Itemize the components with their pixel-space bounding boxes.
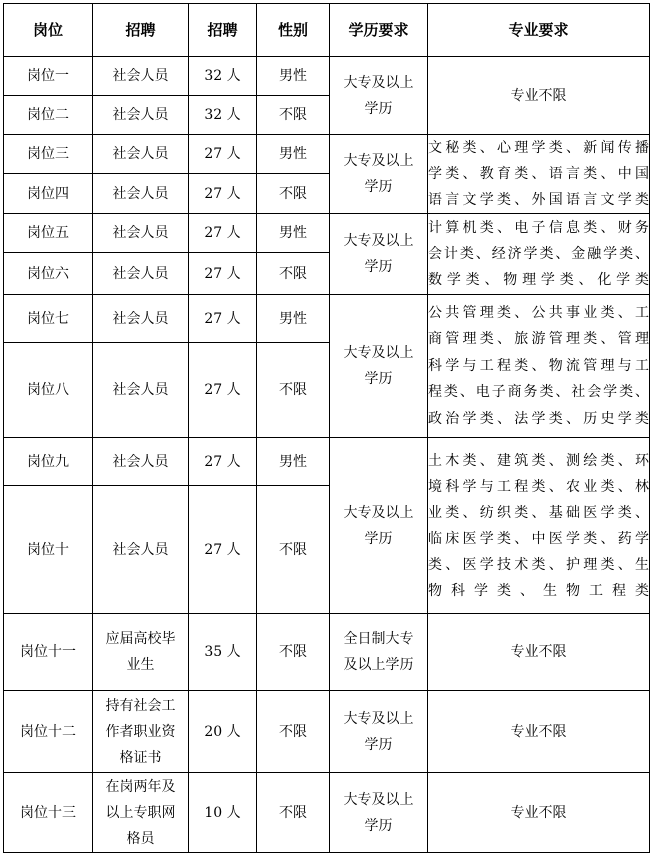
text-line: 临床医学类、中医学类、药学	[428, 530, 649, 547]
text-line: 专业不限	[510, 644, 567, 660]
recruit-type-cell: 社会人员	[93, 486, 189, 614]
text-line: 大专及以上	[343, 74, 414, 91]
table-row	[4, 438, 650, 486]
text-line: 类、医学技术类、护理类、生	[428, 556, 649, 573]
text-line: 学历	[364, 371, 393, 387]
text-line: 大专及以上	[343, 345, 414, 361]
table-row	[4, 691, 650, 773]
major-cell	[428, 438, 650, 614]
count-cell: 10 人	[189, 773, 257, 853]
position-cell: 岗位十一	[4, 614, 93, 691]
count-cell: 27 人	[189, 135, 257, 174]
education-cell	[330, 295, 428, 438]
position-cell: 岗位十二	[4, 691, 93, 773]
position-cell: 岗位九	[4, 438, 93, 486]
text-line: 及以上学历	[343, 657, 414, 673]
gender-cell: 不限	[257, 691, 330, 773]
text-line: 在岗两年及	[105, 778, 176, 795]
education-cell	[330, 773, 428, 853]
count-cell: 27 人	[189, 343, 257, 438]
major-cell	[428, 691, 650, 773]
text-line: 学历	[364, 259, 393, 275]
recruitment-table	[3, 3, 650, 853]
recruit-type-cell: 社会人员	[93, 295, 189, 343]
recruit-type-cell: 社会人员	[93, 343, 189, 438]
count-cell: 32 人	[189, 96, 257, 135]
gender-cell: 男性	[257, 438, 330, 486]
text-line: 学历	[364, 100, 393, 117]
education-cell	[330, 214, 428, 295]
major-cell	[428, 773, 650, 853]
text-line: 专业不限	[510, 723, 567, 740]
text-line: 应届高校毕	[105, 631, 176, 647]
gender-cell: 不限	[257, 96, 330, 135]
education-cell	[330, 691, 428, 773]
major-cell	[428, 214, 650, 295]
text-line: 大专及以上	[343, 153, 414, 169]
position-cell: 岗位八	[4, 343, 93, 438]
recruit-type-cell: 社会人员	[93, 96, 189, 135]
text-line: 学历	[364, 179, 393, 195]
text-line: 科学与工程类、物流管理与工	[428, 357, 649, 374]
recruit-type-cell	[93, 691, 189, 773]
text-line: 公共管理类、公共事业类、工	[428, 304, 649, 321]
text-line: 作者职业资	[105, 723, 176, 740]
header-recruit-type: 招聘	[93, 4, 189, 57]
table-body	[4, 57, 650, 853]
recruit-type-cell: 社会人员	[93, 135, 189, 174]
major-cell	[428, 295, 650, 438]
text-line: 大专及以上	[343, 710, 414, 727]
gender-cell: 男性	[257, 57, 330, 96]
text-line: 业类、纺织类、基础医学类、	[428, 504, 649, 521]
text-line: 大专及以上	[343, 791, 414, 808]
recruit-type-cell: 社会人员	[93, 174, 189, 214]
count-cell: 20 人	[189, 691, 257, 773]
text-line: 学历	[364, 736, 393, 753]
position-cell: 岗位一	[4, 57, 93, 96]
table-row	[4, 135, 650, 174]
text-line: 政治学类、法学类、历史学类	[428, 410, 649, 427]
table-row	[4, 214, 650, 253]
count-cell: 35 人	[189, 614, 257, 691]
text-line: 专业不限	[510, 804, 567, 821]
table-row	[4, 614, 650, 691]
text-line: 计算机类、电子信息类、财务	[428, 220, 649, 236]
text-line: 格证书	[119, 749, 162, 766]
header-major: 专业要求	[428, 4, 650, 57]
position-cell: 岗位七	[4, 295, 93, 343]
recruit-type-cell: 社会人员	[93, 57, 189, 96]
recruit-type-cell: 社会人员	[93, 438, 189, 486]
header-gender: 性别	[257, 4, 330, 57]
count-cell: 27 人	[189, 295, 257, 343]
header-row	[4, 4, 650, 57]
gender-cell: 男性	[257, 214, 330, 253]
recruit-type-cell	[93, 773, 189, 853]
text-line: 大专及以上	[343, 233, 414, 249]
text-line: 格员	[126, 830, 155, 847]
text-line: 全日制大专	[343, 631, 414, 647]
text-line: 文秘类、心理学类、新闻传播	[428, 140, 649, 156]
gender-cell: 不限	[257, 174, 330, 214]
text-line: 学历	[364, 530, 393, 547]
position-cell: 岗位四	[4, 174, 93, 214]
recruit-type-cell: 社会人员	[93, 214, 189, 253]
education-cell	[330, 135, 428, 214]
header-position: 岗位	[4, 4, 93, 57]
recruit-type-cell	[93, 614, 189, 691]
table-row	[4, 295, 650, 343]
text-line: 大专及以上	[343, 504, 414, 521]
gender-cell: 不限	[257, 486, 330, 614]
gender-cell: 男性	[257, 135, 330, 174]
text-line: 土木类、建筑类、测绘类、环	[428, 452, 649, 469]
table-row	[4, 57, 650, 96]
text-line: 语言文学类、外国语言文学类	[428, 192, 649, 208]
count-cell: 32 人	[189, 57, 257, 96]
header-count: 招聘	[189, 4, 257, 57]
count-cell: 27 人	[189, 214, 257, 253]
text-line: 境科学与工程类、农业类、林	[428, 478, 649, 495]
position-cell: 岗位十三	[4, 773, 93, 853]
text-line: 商管理类、旅游管理类、管理	[428, 331, 649, 348]
major-cell	[428, 135, 650, 214]
position-cell: 岗位十	[4, 486, 93, 614]
major-cell	[428, 57, 650, 135]
gender-cell: 男性	[257, 295, 330, 343]
gender-cell: 不限	[257, 343, 330, 438]
count-cell: 27 人	[189, 438, 257, 486]
text-line: 专业不限	[510, 87, 567, 104]
table-row	[4, 773, 650, 853]
text-line: 物科学类、生物工程类	[428, 582, 649, 599]
text-line: 会计类、经济学类、金融学类、	[428, 246, 649, 262]
text-line: 业生	[126, 657, 155, 673]
header-education: 学历要求	[330, 4, 428, 57]
position-cell: 岗位二	[4, 96, 93, 135]
text-line: 程类、电子商务类、社会学类、	[428, 384, 649, 401]
gender-cell: 不限	[257, 773, 330, 853]
position-cell: 岗位三	[4, 135, 93, 174]
gender-cell: 不限	[257, 614, 330, 691]
recruit-type-cell: 社会人员	[93, 253, 189, 295]
count-cell: 27 人	[189, 486, 257, 614]
position-cell: 岗位六	[4, 253, 93, 295]
count-cell: 27 人	[189, 174, 257, 214]
position-cell: 岗位五	[4, 214, 93, 253]
major-cell	[428, 614, 650, 691]
education-cell	[330, 438, 428, 614]
text-line: 以上专职网	[105, 804, 176, 821]
text-line: 学历	[364, 817, 393, 834]
text-line: 数学类、物理学类、化学类	[428, 272, 649, 288]
text-line: 持有社会工	[105, 697, 176, 714]
text-line: 学类、教育类、语言类、中国	[428, 166, 649, 182]
education-cell	[330, 57, 428, 135]
education-cell	[330, 614, 428, 691]
gender-cell: 不限	[257, 253, 330, 295]
count-cell: 27 人	[189, 253, 257, 295]
